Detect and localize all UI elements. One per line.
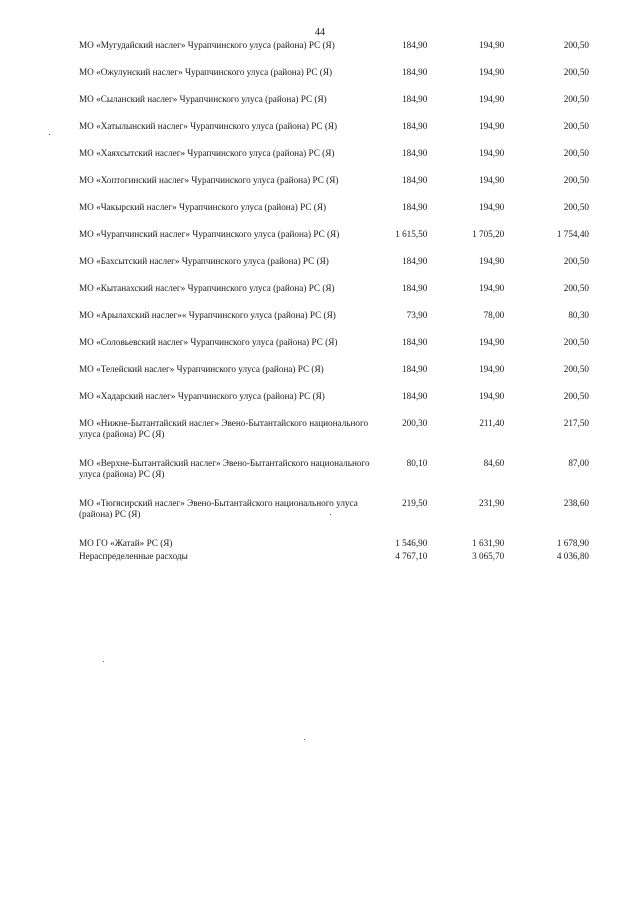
row-name: МО «Верхне-Бытантайский наслег» Эвено-Бытантайского национального улуса (района) РС (Я) xyxy=(79,458,370,479)
row-name: МО «Ожулунский наслег» Чурапчинского улуса (района) РС (Я) xyxy=(79,67,333,77)
table-row xyxy=(79,67,589,94)
row-name: МО «Арылахский наслег»« Чурапчинского улуса (района) РС (Я) xyxy=(79,310,336,320)
row-value-3: 200,50 xyxy=(563,94,589,104)
row-value-1: 73,90 xyxy=(406,310,428,320)
row-value-3: 87,00 xyxy=(568,458,589,468)
row-value-2: 194,90 xyxy=(478,202,505,212)
row-value-1: 219,50 xyxy=(402,498,428,508)
scan-speck xyxy=(49,134,50,135)
row-name: МО «Кытанахский наслег» Чурапчинского улуса (района) РС (Я) xyxy=(79,283,335,293)
row-name: МО «Хадарский наслег» Чурапчинского улуса (района) РС (Я) xyxy=(79,391,325,401)
row-name: МО ГО «Жатай» РС (Я) xyxy=(79,538,173,548)
row-value-3: 200,50 xyxy=(563,364,589,374)
table-row xyxy=(79,94,589,121)
budget-table xyxy=(79,40,589,564)
table-row xyxy=(79,498,589,538)
row-value-1: 184,90 xyxy=(402,256,428,266)
row-value-1: 184,90 xyxy=(402,67,428,77)
table-row xyxy=(79,283,589,310)
row-value-3: 200,50 xyxy=(563,283,589,293)
row-value-3: 200,50 xyxy=(563,202,589,212)
scan-speck xyxy=(103,661,104,662)
row-name: МО «Чакырский наслег» Чурапчинского улуса (района) РС (Я) xyxy=(79,202,327,212)
row-value-1: 184,90 xyxy=(402,391,428,401)
row-value-1: 1 546,90 xyxy=(395,538,428,548)
table-row xyxy=(79,175,589,202)
row-value-3: 238,60 xyxy=(563,498,589,508)
row-value-1: 184,90 xyxy=(402,283,428,293)
row-value-2: 1 631,90 xyxy=(472,538,505,548)
row-value-2: 1 705,20 xyxy=(472,229,505,239)
table-row xyxy=(79,202,589,229)
table-row xyxy=(79,337,589,364)
row-name: МО «Соловьевский наслег» Чурапчинского улуса (района) РС (Я) xyxy=(79,337,338,347)
row-value-1: 4 767,10 xyxy=(395,551,428,561)
row-value-3: 1 754,40 xyxy=(556,229,589,239)
row-name: МО «Чурапчинский наслег» Чурапчинского улуса (района) РС (Я) xyxy=(79,229,340,239)
row-value-2: 194,90 xyxy=(478,121,505,131)
row-name: МО «Хаяхсытский наслег» Чурапчинского улуса (района) РС (Я) xyxy=(79,148,335,158)
row-value-1: 200,30 xyxy=(402,418,428,428)
row-name: МО «Нижне-Бытантайский наслег» Эвено-Бытантайского национального улуса (района) РС (Я) xyxy=(79,418,369,439)
row-value-1: 184,90 xyxy=(402,337,428,347)
row-value-2: 231,90 xyxy=(478,498,505,508)
scan-speck xyxy=(304,739,305,740)
row-value-3: 80,30 xyxy=(568,310,589,320)
row-name: МО «Сыланский наслег» Чурапчинского улуса (района) РС (Я) xyxy=(79,94,327,104)
row-name: МО «Мугудайский наслег» Чурапчинского улуса (района) РС (Я) xyxy=(79,40,335,50)
row-value-3: 200,50 xyxy=(563,67,589,77)
row-value-2: 194,90 xyxy=(478,148,505,158)
table-row xyxy=(79,538,589,551)
table-row xyxy=(79,391,589,418)
table-row xyxy=(79,40,589,67)
row-value-3: 1 678,90 xyxy=(556,538,589,548)
row-value-2: 211,40 xyxy=(479,418,505,428)
table-row xyxy=(79,229,589,256)
row-value-3: 200,50 xyxy=(563,40,589,50)
row-name: МО «Бахсытский наслег» Чурапчинского улуса (района) РС (Я) xyxy=(79,256,329,266)
row-value-1: 184,90 xyxy=(402,202,428,212)
row-value-3: 200,50 xyxy=(563,391,589,401)
row-value-2: 194,90 xyxy=(478,67,505,77)
table-row xyxy=(79,310,589,337)
row-value-1: 184,90 xyxy=(402,148,428,158)
row-name: МО «Хоптогинский наслег» Чурапчинского улуса (района) РС (Я) xyxy=(79,175,339,185)
row-name: МО «Тюгясирский наслег» Эвено-Бытантайского национального улуса (района) РС (Я) xyxy=(79,498,358,519)
row-value-2: 194,90 xyxy=(478,337,505,347)
row-value-3: 4 036,80 xyxy=(556,551,589,561)
row-name: МО «Телейский наслег» Чурапчинского улуса (района) РС (Я) xyxy=(79,364,324,374)
row-value-1: 184,90 xyxy=(402,121,428,131)
row-value-3: 217,50 xyxy=(563,418,589,428)
row-value-3: 200,50 xyxy=(563,337,589,347)
table-row xyxy=(79,121,589,148)
row-value-1: 1 615,50 xyxy=(395,229,428,239)
page-number: 44 xyxy=(315,27,325,38)
table-row xyxy=(79,458,589,498)
row-value-1: 184,90 xyxy=(402,175,428,185)
scan-speck xyxy=(330,514,331,515)
row-value-1: 80,10 xyxy=(406,458,428,468)
table-row xyxy=(79,148,589,175)
row-value-3: 200,50 xyxy=(563,256,589,266)
row-value-2: 194,90 xyxy=(478,364,505,374)
row-value-2: 84,60 xyxy=(483,458,505,468)
row-value-1: 184,90 xyxy=(402,40,428,50)
table-row xyxy=(79,256,589,283)
row-value-2: 194,90 xyxy=(478,40,505,50)
row-value-3: 200,50 xyxy=(563,121,589,131)
table-row xyxy=(79,551,589,564)
row-name: МО «Хатылынский наслег» Чурапчинского улуса (района) РС (Я) xyxy=(79,121,338,131)
row-value-2: 78,00 xyxy=(483,310,505,320)
table-row xyxy=(79,418,589,458)
table-row xyxy=(79,364,589,391)
row-name: Нераспределенные расходы xyxy=(79,551,188,561)
row-value-2: 194,90 xyxy=(478,175,505,185)
row-value-2: 194,90 xyxy=(478,256,505,266)
row-value-1: 184,90 xyxy=(402,364,428,374)
row-value-1: 184,90 xyxy=(402,94,428,104)
row-value-3: 200,50 xyxy=(563,148,589,158)
row-value-2: 194,90 xyxy=(478,391,505,401)
row-value-3: 200,50 xyxy=(563,175,589,185)
row-value-2: 194,90 xyxy=(478,94,505,104)
row-value-2: 3 065,70 xyxy=(472,551,505,561)
row-value-2: 194,90 xyxy=(478,283,505,293)
